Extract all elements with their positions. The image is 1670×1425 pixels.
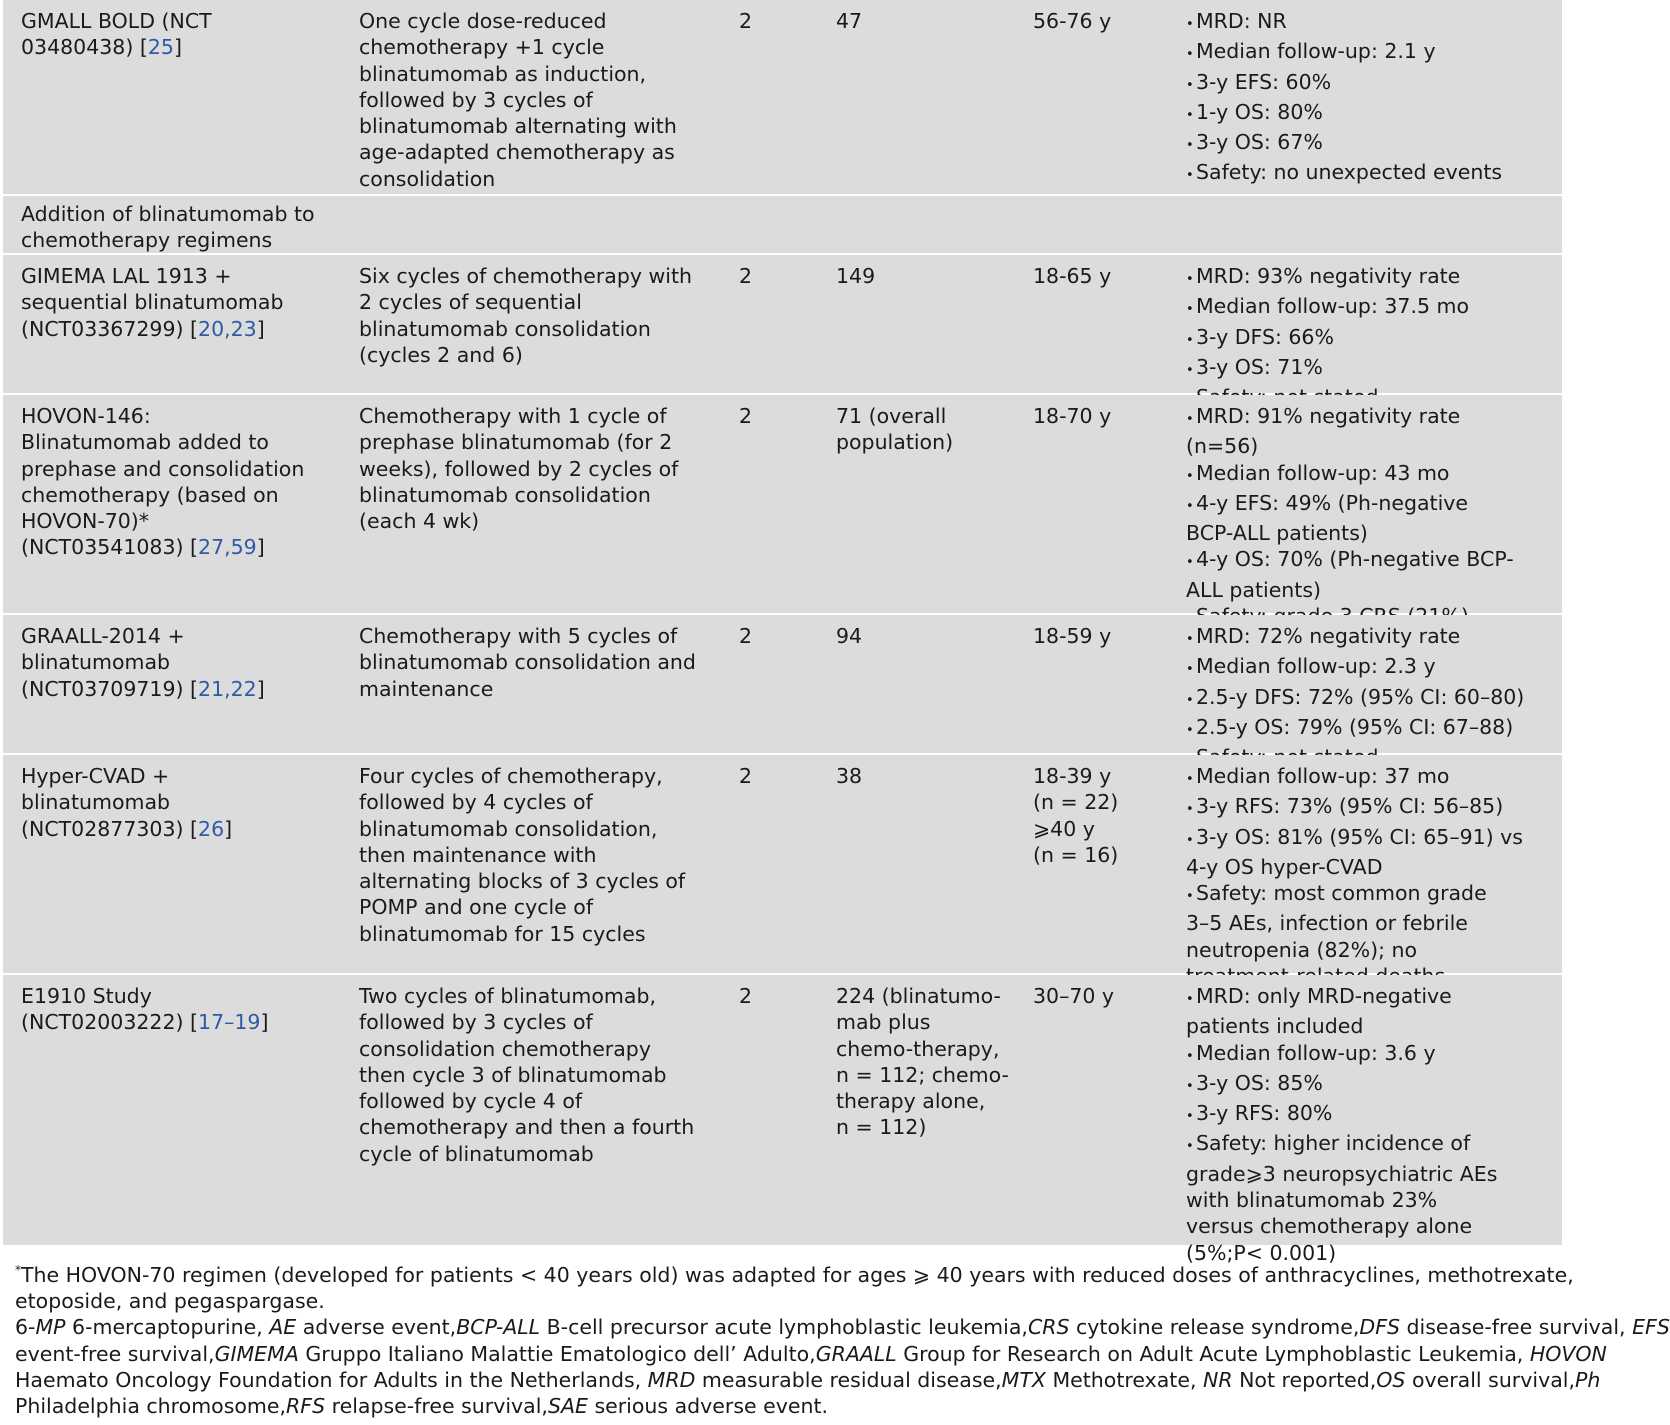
study-line: (NCT02003222) [17–19] bbox=[21, 1010, 269, 1035]
study-line: GRAALL-2014 + bbox=[21, 624, 185, 648]
design-line: blinatumomab consolidation bbox=[359, 482, 651, 507]
section-line: Addition of blinatumomab to bbox=[21, 202, 315, 226]
outcome-line: 3-y RFS: 73% (95% CI: 56–85) bbox=[1196, 794, 1504, 819]
outcome-item bbox=[1186, 1100, 1526, 1130]
study-text: (NCT03541083) bbox=[21, 535, 191, 560]
outcome-item bbox=[1186, 354, 1526, 384]
age-line: (n = 22) bbox=[1033, 790, 1119, 815]
outcome-line: (n=56) bbox=[1186, 434, 1259, 459]
abbreviation-term: AE bbox=[269, 1315, 297, 1340]
design-cell bbox=[359, 623, 699, 702]
study-line: HOVON-70)* bbox=[21, 509, 150, 534]
section-label bbox=[21, 201, 441, 254]
table-row bbox=[3, 615, 1562, 755]
outcome-line: 3-y OS: 85% bbox=[1196, 1070, 1323, 1095]
outcome-item bbox=[1186, 69, 1526, 99]
outcome-line: 3-y RFS: 80% bbox=[1196, 1101, 1333, 1126]
phase-value: 2 bbox=[739, 9, 753, 33]
abbreviation-term: RFS bbox=[286, 1394, 326, 1419]
abbreviation-term: OS bbox=[1376, 1367, 1406, 1392]
design-cell bbox=[359, 763, 699, 947]
design-line: followed by 3 cycles of bbox=[359, 87, 593, 112]
phase-cell bbox=[739, 263, 799, 289]
study-line: prephase and consolidation bbox=[21, 456, 305, 481]
age-line: 18-65 y bbox=[1033, 264, 1112, 288]
study-cell bbox=[21, 8, 341, 61]
outcomes-cell bbox=[1186, 623, 1526, 774]
abbreviation-term: EFS bbox=[1632, 1315, 1670, 1340]
outcome-line: with blinatumomab 23% bbox=[1186, 1188, 1438, 1213]
abbreviation-text: cytokine release syndrome, bbox=[1069, 1315, 1360, 1340]
abbreviation-text: 6- bbox=[15, 1315, 36, 1340]
table-row bbox=[3, 975, 1562, 1265]
outcome-line: 4-y EFS: 49% (Ph-negative bbox=[1196, 490, 1469, 515]
outcome-line: 3-y OS: 67% bbox=[1196, 130, 1323, 155]
abbreviation-text: adverse event, bbox=[296, 1315, 457, 1340]
age-cell bbox=[1033, 263, 1173, 289]
abbreviation-text: event-free survival, bbox=[15, 1341, 215, 1366]
design-line: Chemotherapy with 1 cycle of bbox=[359, 404, 667, 428]
patients-line: 94 bbox=[836, 624, 863, 648]
design-cell bbox=[359, 403, 699, 534]
outcome-line: 3-y OS: 81% (95% CI: 65–91) vs bbox=[1196, 824, 1523, 849]
design-line: cycle of blinatumomab bbox=[359, 1141, 594, 1166]
abbreviation-text: serious adverse event. bbox=[587, 1394, 829, 1419]
phase-value: 2 bbox=[739, 764, 753, 788]
abbreviation-term: Ph bbox=[1574, 1367, 1601, 1392]
study-line: GIMEMA LAL 1913 + bbox=[21, 264, 232, 288]
footnote-line-1: *The HOVON-70 regimen (developed for patients < 40 years old) was adapted for ages ⩾ 40 years with reduced doses of anthracyclines, methotrexate, bbox=[15, 1263, 1574, 1287]
design-line: blinatumomab as induction, bbox=[359, 61, 647, 86]
footnote bbox=[15, 1262, 1574, 1314]
study-line: blinatumomab bbox=[21, 650, 171, 675]
outcome-item bbox=[1186, 490, 1526, 547]
design-line: blinatumomab consolidation, bbox=[359, 816, 658, 841]
outcomes-cell bbox=[1186, 263, 1526, 414]
abbreviation-text: Methotrexate, bbox=[1045, 1367, 1203, 1392]
patients-line: population) bbox=[836, 430, 954, 455]
design-line: weeks), followed by 2 cycles of bbox=[359, 456, 679, 481]
outcome-item bbox=[1186, 8, 1526, 38]
outcome-line: 2.5-y OS: 79% (95% CI: 67–88) bbox=[1196, 714, 1514, 739]
phase-cell bbox=[739, 403, 799, 429]
table-row bbox=[3, 755, 1562, 975]
table-row bbox=[3, 395, 1562, 615]
outcome-line: versus chemotherapy alone bbox=[1186, 1214, 1473, 1239]
study-cell bbox=[21, 263, 341, 342]
outcome-item bbox=[1186, 714, 1526, 744]
phase-value: 2 bbox=[739, 624, 753, 648]
phase-cell bbox=[739, 8, 799, 34]
study-line: 03480438) [25] bbox=[21, 35, 182, 60]
outcome-item bbox=[1186, 99, 1526, 129]
abbreviation-line bbox=[15, 1367, 1601, 1393]
section-header-row bbox=[3, 196, 1562, 255]
design-line: blinatumomab for 15 cycles bbox=[359, 921, 646, 946]
outcome-line: MRD: 93% negativity rate bbox=[1196, 264, 1461, 288]
age-cell bbox=[1033, 403, 1173, 429]
outcome-line: MRD: NR bbox=[1196, 9, 1287, 33]
abbreviation-term: NR bbox=[1202, 1367, 1233, 1392]
phase-value: 2 bbox=[739, 264, 753, 288]
outcome-item bbox=[1186, 293, 1526, 323]
abbreviation-text: Haemato Oncology Foundation for Adults in the Netherlands, bbox=[15, 1367, 648, 1392]
outcome-line: Median follow-up: 2.1 y bbox=[1196, 39, 1436, 64]
design-line: followed by 4 cycles of bbox=[359, 790, 593, 815]
outcome-line: Safety: most common grade bbox=[1196, 881, 1487, 906]
study-line: Hyper-CVAD + bbox=[21, 764, 170, 788]
outcome-item bbox=[1186, 623, 1526, 653]
patients-cell bbox=[836, 983, 1016, 1141]
trials-table bbox=[3, 0, 1562, 1265]
outcome-item bbox=[1186, 546, 1526, 603]
outcome-item bbox=[1186, 763, 1526, 793]
design-line: Chemotherapy with 5 cycles of bbox=[359, 624, 678, 648]
citation-link[interactable]: 27,59 bbox=[198, 535, 257, 560]
patients-line: chemo-therapy, bbox=[836, 1036, 1000, 1061]
outcome-line: Median follow-up: 3.6 y bbox=[1196, 1040, 1436, 1065]
outcome-line: 1-y OS: 80% bbox=[1196, 99, 1323, 124]
outcome-item bbox=[1186, 460, 1526, 490]
design-line: chemotherapy +1 cycle bbox=[359, 35, 605, 60]
age-line: 18-39 y bbox=[1033, 764, 1112, 788]
outcomes-cell bbox=[1186, 763, 1526, 989]
abbreviation-text: Gruppo Italiano Malattie Ematologico dell’ Adulto, bbox=[298, 1341, 816, 1366]
design-line: maintenance bbox=[359, 676, 494, 701]
design-line: blinatumomab consolidation bbox=[359, 316, 651, 341]
design-cell bbox=[359, 8, 699, 192]
patients-line: mab plus bbox=[836, 1010, 931, 1035]
abbreviation-text: overall survival, bbox=[1405, 1367, 1575, 1392]
citation-link[interactable]: 21,22 bbox=[198, 676, 257, 701]
study-text: (NCT03367299) bbox=[21, 316, 191, 341]
phase-value: 2 bbox=[739, 984, 753, 1008]
outcome-line: MRD: only MRD-negative bbox=[1196, 984, 1452, 1008]
design-cell bbox=[359, 263, 699, 368]
outcome-line: Median follow-up: 37.5 mo bbox=[1196, 294, 1470, 319]
design-line: alternating blocks of 3 cycles of bbox=[359, 869, 686, 894]
abbreviation-line bbox=[15, 1393, 1550, 1419]
phase-value: 2 bbox=[739, 404, 753, 428]
study-line: HOVON-146: bbox=[21, 404, 151, 428]
study-line: (NCT03709719) [21,22] bbox=[21, 676, 265, 701]
abbreviation-term: BCP-ALL bbox=[456, 1315, 541, 1340]
design-line: One cycle dose-reduced bbox=[359, 9, 607, 33]
footnote-marker: * bbox=[15, 1263, 21, 1278]
outcome-item bbox=[1186, 1070, 1526, 1100]
age-line: 30–70 y bbox=[1033, 984, 1115, 1008]
outcome-line: ALL patients) bbox=[1186, 577, 1322, 602]
outcome-line: 3–5 AEs, infection or febrile bbox=[1186, 911, 1468, 936]
abbreviation-line bbox=[15, 1341, 1607, 1367]
age-line: 18-70 y bbox=[1033, 404, 1112, 428]
outcome-line: neutropenia (82%); no bbox=[1186, 937, 1418, 962]
patients-cell bbox=[836, 763, 1016, 789]
outcome-line: (5%;P< 0.001) bbox=[1186, 1240, 1337, 1265]
outcome-line: MRD: 91% negativity rate bbox=[1196, 404, 1461, 428]
study-text: (NCT02877303) bbox=[21, 816, 191, 841]
outcomes-cell bbox=[1186, 403, 1526, 633]
design-line: blinatumomab alternating with bbox=[359, 114, 677, 139]
patients-line: 224 (blinatumo- bbox=[836, 984, 1001, 1008]
patients-cell bbox=[836, 623, 1016, 649]
study-line: chemotherapy (based on bbox=[21, 482, 279, 507]
design-line: chemotherapy and then a fourth bbox=[359, 1115, 695, 1140]
outcome-line: patients included bbox=[1186, 1014, 1364, 1039]
outcome-line: grade⩾3 neuropsychiatric AEs bbox=[1186, 1161, 1498, 1186]
abbreviation-term: HOVON bbox=[1529, 1341, 1607, 1366]
design-line: then maintenance with bbox=[359, 842, 597, 867]
outcome-item bbox=[1186, 824, 1526, 881]
outcome-item bbox=[1186, 983, 1526, 1040]
design-line: POMP and one cycle of bbox=[359, 895, 594, 920]
abbreviation-term: GRAALL bbox=[815, 1341, 897, 1366]
study-cell bbox=[21, 403, 341, 561]
table-row bbox=[3, 255, 1562, 395]
study-line: (NCT03541083) [27,59] bbox=[21, 535, 265, 560]
abbreviation-text: disease-free survival, bbox=[1400, 1315, 1633, 1340]
outcome-line: Median follow-up: 2.3 y bbox=[1196, 654, 1436, 679]
design-line: Two cycles of blinatumomab, bbox=[359, 984, 656, 1008]
patients-cell bbox=[836, 403, 1016, 456]
study-line: sequential blinatumomab bbox=[21, 290, 284, 315]
outcome-line: MRD: 72% negativity rate bbox=[1196, 624, 1461, 648]
outcome-item bbox=[1186, 263, 1526, 293]
section-line: chemotherapy regimens bbox=[21, 228, 273, 253]
design-line: consolidation bbox=[359, 166, 496, 191]
outcome-item bbox=[1186, 684, 1526, 714]
study-text: (NCT03709719) bbox=[21, 676, 191, 701]
abbreviation-text: B-cell precursor acute lymphoblastic leukemia, bbox=[540, 1315, 1028, 1340]
study-line: (NCT03367299) [20,23] bbox=[21, 316, 265, 341]
outcome-line: Safety: no unexpected events bbox=[1196, 160, 1503, 185]
outcomes-cell bbox=[1186, 8, 1526, 190]
design-line: (cycles 2 and 6) bbox=[359, 342, 523, 367]
design-line: then cycle 3 of blinatumomab bbox=[359, 1062, 667, 1087]
design-line: prephase blinatumomab (for 2 bbox=[359, 430, 673, 455]
table-notes bbox=[15, 1262, 1670, 1419]
abbreviation-term: DFS bbox=[1359, 1315, 1401, 1340]
abbreviation-term: GIMEMA bbox=[214, 1341, 299, 1366]
abbreviation-term: SAE bbox=[547, 1394, 588, 1419]
design-line: Six cycles of chemotherapy with bbox=[359, 264, 692, 288]
outcome-item bbox=[1186, 793, 1526, 823]
abbreviation-text: Group for Research on Adult Acute Lymphoblastic Leukemia, bbox=[896, 1341, 1530, 1366]
design-line: blinatumomab consolidation and bbox=[359, 650, 696, 675]
citation-link[interactable]: 25 bbox=[147, 35, 174, 60]
study-cell bbox=[21, 623, 341, 702]
abbreviation-term: MTX bbox=[1001, 1367, 1046, 1392]
outcome-line: 4-y OS: 70% (Ph-negative BCP- bbox=[1196, 547, 1514, 572]
citation-link[interactable]: 20,23 bbox=[198, 316, 257, 341]
design-line: 2 cycles of sequential bbox=[359, 290, 582, 315]
study-line: GMALL BOLD (NCT bbox=[21, 9, 212, 33]
outcome-item bbox=[1186, 1040, 1526, 1070]
age-cell bbox=[1033, 623, 1173, 649]
age-cell bbox=[1033, 763, 1173, 868]
study-line: (NCT02877303) [26] bbox=[21, 816, 233, 841]
abbreviation-term: CRS bbox=[1027, 1315, 1070, 1340]
abbreviation-term: MRD bbox=[647, 1367, 696, 1392]
study-text: (NCT02003222) bbox=[21, 1010, 191, 1035]
patients-line: 71 (overall bbox=[836, 404, 947, 428]
abbreviation-text: measurable residual disease, bbox=[695, 1367, 1002, 1392]
patients-line: therapy alone, bbox=[836, 1089, 986, 1114]
abbreviation-line bbox=[15, 1314, 1670, 1340]
outcome-item bbox=[1186, 159, 1526, 189]
age-cell bbox=[1033, 8, 1173, 34]
study-text: 03480438) bbox=[21, 35, 140, 60]
abbreviations bbox=[15, 1314, 1670, 1419]
outcome-line: 2.5-y DFS: 72% (95% CI: 60–80) bbox=[1196, 684, 1525, 709]
outcome-line: 4-y OS hyper-CVAD bbox=[1186, 854, 1383, 879]
design-line: followed by 3 cycles of bbox=[359, 1010, 593, 1035]
outcome-line: 3-y EFS: 60% bbox=[1196, 69, 1332, 94]
patients-line: n = 112) bbox=[836, 1115, 927, 1140]
study-cell bbox=[21, 763, 341, 842]
age-line: ⩾40 y bbox=[1033, 816, 1095, 841]
phase-cell bbox=[739, 763, 799, 789]
outcome-item bbox=[1186, 324, 1526, 354]
age-cell bbox=[1033, 983, 1173, 1009]
age-line: 18-59 y bbox=[1033, 624, 1112, 648]
design-line: consolidation chemotherapy bbox=[359, 1036, 651, 1061]
study-line: blinatumomab bbox=[21, 790, 171, 815]
footnote-line-2: etoposide, and pegaspargase. bbox=[15, 1289, 325, 1314]
outcome-line: Median follow-up: 43 mo bbox=[1196, 460, 1450, 485]
outcomes-cell bbox=[1186, 983, 1526, 1266]
citation-link[interactable]: 26 bbox=[198, 816, 225, 841]
outcome-line: Safety: higher incidence of bbox=[1196, 1131, 1471, 1156]
outcome-item bbox=[1186, 403, 1526, 460]
outcome-item bbox=[1186, 880, 1526, 989]
age-line: 56-76 y bbox=[1033, 9, 1112, 33]
design-line: age-adapted chemotherapy as bbox=[359, 140, 675, 165]
design-line: followed by cycle 4 of bbox=[359, 1089, 583, 1114]
outcome-line: 3-y DFS: 66% bbox=[1196, 324, 1334, 349]
outcome-line: BCP-ALL patients) bbox=[1186, 521, 1368, 546]
study-line: E1910 Study bbox=[21, 984, 152, 1008]
outcome-line: 3-y OS: 71% bbox=[1196, 354, 1323, 379]
abbreviation-text: relapse-free survival, bbox=[325, 1394, 548, 1419]
citation-link[interactable]: 17–19 bbox=[198, 1010, 261, 1035]
study-line: Blinatumomab added to bbox=[21, 430, 269, 455]
abbreviation-term: MP bbox=[35, 1315, 66, 1340]
patients-cell bbox=[836, 263, 1016, 289]
outcome-item bbox=[1186, 653, 1526, 683]
patients-line: 149 bbox=[836, 264, 876, 288]
abbreviation-text: 6-mercaptopurine, bbox=[65, 1315, 270, 1340]
design-line: (each 4 wk) bbox=[359, 509, 480, 534]
phase-cell bbox=[739, 983, 799, 1009]
table-row bbox=[3, 0, 1562, 196]
outcome-item bbox=[1186, 129, 1526, 159]
outcome-item bbox=[1186, 1130, 1526, 1265]
patients-line: 38 bbox=[836, 764, 863, 788]
design-line: Four cycles of chemotherapy, bbox=[359, 764, 663, 788]
age-line: (n = 16) bbox=[1033, 842, 1119, 867]
patients-line: n = 112; chemo- bbox=[836, 1062, 1009, 1087]
abbreviation-text: Not reported, bbox=[1232, 1367, 1377, 1392]
patients-line: 47 bbox=[836, 9, 863, 33]
outcome-item bbox=[1186, 38, 1526, 68]
design-cell bbox=[359, 983, 699, 1167]
abbreviation-text: Philadelphia chromosome, bbox=[15, 1394, 287, 1419]
study-cell bbox=[21, 983, 341, 1036]
phase-cell bbox=[739, 623, 799, 649]
outcome-line: Median follow-up: 37 mo bbox=[1196, 764, 1450, 788]
patients-cell bbox=[836, 8, 1016, 34]
